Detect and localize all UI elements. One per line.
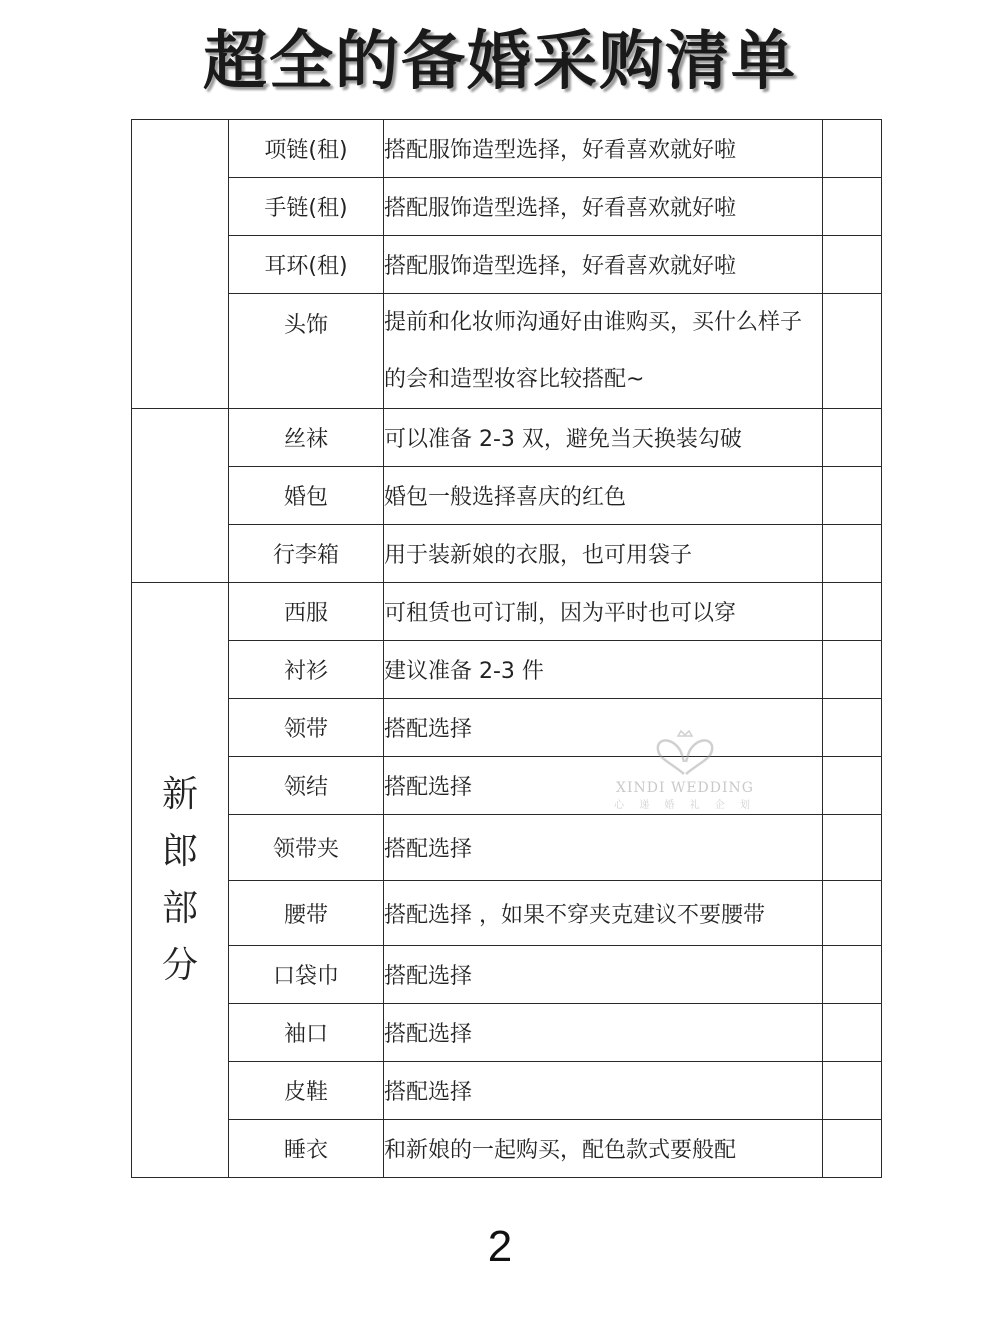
checkbox-cell[interactable]: [823, 1120, 882, 1178]
item-name: 婚包: [229, 467, 384, 525]
item-name: 项链(租): [229, 120, 384, 178]
item-name: 行李箱: [229, 525, 384, 583]
checkbox-cell[interactable]: [823, 525, 882, 583]
table-row: [132, 757, 882, 815]
item-name: 丝袜: [229, 409, 384, 467]
table-row: [132, 1120, 882, 1178]
item-note: 搭配服饰造型选择，好看喜欢就好啦: [384, 236, 823, 294]
category-cell-misc: [132, 409, 229, 583]
table-row: [132, 815, 882, 881]
item-name: 皮鞋: [229, 1062, 384, 1120]
checkbox-cell[interactable]: [823, 946, 882, 1004]
item-note: [384, 294, 823, 409]
table-row: [132, 641, 882, 699]
item-name: 领带: [229, 699, 384, 757]
item-note: 可租赁也可订制，因为平时也可以穿: [384, 583, 823, 641]
item-note-text: 提前和化妆师沟通好由谁购买，买什么样子的会和造型妆容比较搭配~: [384, 310, 803, 392]
section-groom-label: 新郎部分: [161, 774, 198, 986]
item-note: 可以准备 2-3 双，避免当天换装勾破: [384, 409, 823, 467]
table-row: [132, 1004, 882, 1062]
item-name: 手链(租): [229, 178, 384, 236]
checkbox-cell[interactable]: [823, 1004, 882, 1062]
item-note: 搭配选择: [384, 699, 823, 757]
checkbox-cell[interactable]: [823, 881, 882, 946]
item-name: 睡衣: [229, 1120, 384, 1178]
item-note: 搭配选择 ，如果不穿夹克建议不要腰带: [384, 881, 823, 946]
item-name: 西服: [229, 583, 384, 641]
page-number: 2: [487, 1222, 513, 1271]
item-note: 搭配选择: [384, 1062, 823, 1120]
table-row: [132, 1062, 882, 1120]
item-note: 搭配选择: [384, 946, 823, 1004]
category-cell-accessories: [132, 120, 229, 409]
item-note: 搭配服饰造型选择，好看喜欢就好啦: [384, 178, 823, 236]
item-note: 搭配选择: [384, 1004, 823, 1062]
item-name: 衬衫: [229, 641, 384, 699]
item-note: 搭配选择: [384, 815, 823, 881]
watermark-brand: XINDI WEDDING: [616, 780, 754, 796]
checkbox-cell[interactable]: [823, 409, 882, 467]
table-row: [132, 946, 882, 1004]
item-name: 领带夹: [229, 815, 384, 881]
table-row: [132, 881, 882, 946]
item-name: 领结: [229, 757, 384, 815]
item-note: 建议准备 2-3 件: [384, 641, 823, 699]
item-name: 袖口: [229, 1004, 384, 1062]
table-row: [132, 525, 882, 583]
checkbox-cell[interactable]: [823, 236, 882, 294]
item-name: 口袋巾: [229, 946, 384, 1004]
checkbox-cell[interactable]: [823, 178, 882, 236]
table-row: [132, 178, 882, 236]
page-title: 超全的备婚采购清单: [203, 25, 797, 99]
item-note: 搭配服饰造型选择，好看喜欢就好啦: [384, 120, 823, 178]
item-note: 搭配选择: [384, 757, 823, 815]
table-row: [132, 467, 882, 525]
checkbox-cell[interactable]: [823, 467, 882, 525]
table-row: [132, 236, 882, 294]
table-row: [132, 699, 882, 757]
table-row: [132, 294, 882, 409]
checkbox-cell[interactable]: [823, 699, 882, 757]
checkbox-cell[interactable]: [823, 815, 882, 881]
checkbox-cell[interactable]: [823, 294, 882, 409]
shopping-list-table: [131, 119, 882, 1178]
checkbox-cell[interactable]: [823, 641, 882, 699]
checkbox-cell[interactable]: [823, 120, 882, 178]
checkbox-cell[interactable]: [823, 1062, 882, 1120]
table-row: [132, 583, 882, 641]
item-note: 和新娘的一起购买，配色款式要般配: [384, 1120, 823, 1178]
watermark-subtitle: 心 递 婚 礼 企 划: [614, 800, 756, 811]
watermark: [605, 728, 765, 811]
item-name: 头饰: [229, 294, 384, 409]
table-row: [132, 120, 882, 178]
checkbox-cell[interactable]: [823, 583, 882, 641]
crown-hearts-logo-icon: [640, 728, 730, 780]
item-name: 腰带: [229, 881, 384, 946]
item-name: 耳环(租): [229, 236, 384, 294]
item-note: 婚包一般选择喜庆的红色: [384, 467, 823, 525]
category-cell-groom: [132, 583, 229, 1178]
item-note: 用于装新娘的衣服，也可用袋子: [384, 525, 823, 583]
checkbox-cell[interactable]: [823, 757, 882, 815]
table-row: [132, 409, 882, 467]
